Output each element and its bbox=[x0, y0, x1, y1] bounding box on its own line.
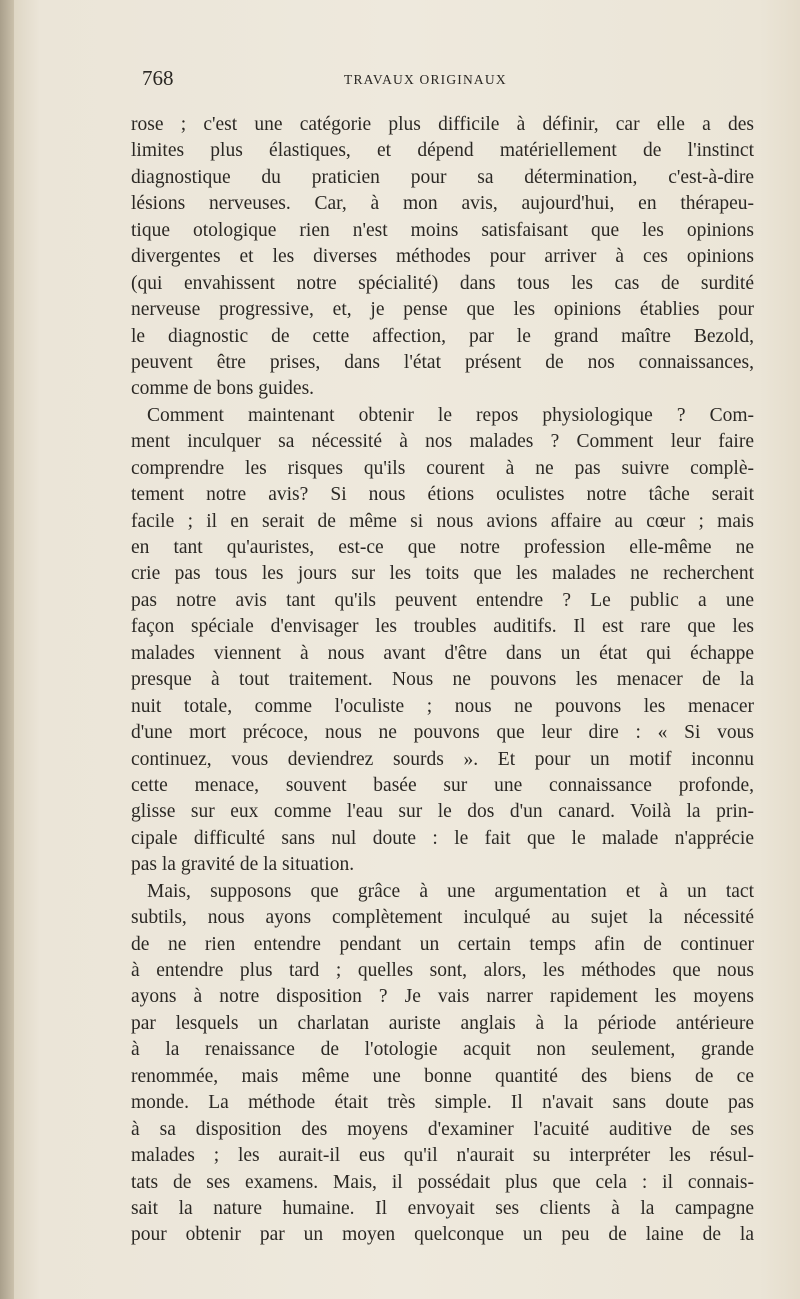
text-line: cipale difficulté sans nul doute : le fait que le malade n'apprécie bbox=[131, 827, 754, 849]
text-line: limites plus élastiques, et dépend matériellement de l'instinct bbox=[131, 140, 754, 162]
page-binding-edge bbox=[0, 0, 14, 1299]
text-line: en tant qu'auristes, est-ce que notre profession elle-même ne bbox=[131, 537, 754, 558]
text-line: à la renaissance de l'otologie acquit non seulement, grande bbox=[131, 1039, 754, 1061]
text-line: à sa disposition des moyens d'examiner l'acuité auditive de ses bbox=[131, 1118, 754, 1140]
text-line: peuvent être prises, dans l'état présent de nos connaissances, bbox=[131, 351, 754, 373]
text-line: le diagnostic de cette affection, par le grand maître Bezold, bbox=[131, 325, 754, 347]
text-line: comme de bons guides. bbox=[131, 378, 315, 400]
text-line: continuez, vous deviendrez sourds ». Et pour un motif inconnu bbox=[131, 748, 754, 770]
text-line: lésions nerveuses. Car, à mon avis, aujourd'hui, en thérapeu- bbox=[131, 193, 754, 215]
text-line: tique otologique rien n'est moins satisfaisant que les opinions bbox=[131, 219, 754, 241]
text-line: à entendre plus tard ; quelles sont, alors, les méthodes que nous bbox=[131, 960, 754, 981]
running-title: TRAVAUX ORIGINAUX bbox=[344, 72, 507, 87]
text-line: nerveuse progressive, et, je pense que les opinions établies pour bbox=[131, 299, 754, 321]
text-line: malades ; les aurait-il eus qu'il n'aurait su interpréter les résul- bbox=[131, 1145, 754, 1167]
page-header bbox=[132, 66, 754, 92]
body-text bbox=[131, 112, 754, 1249]
text-line: ayons à notre disposition ? Je vais narrer rapidement les moyens bbox=[131, 986, 754, 1008]
text-line: façon spéciale d'envisager les troubles auditifs. Il est rare que les bbox=[131, 616, 754, 638]
text-line: renommée, mais même une bonne quantité des biens de ce bbox=[131, 1065, 754, 1087]
text-line: presque à tout traitement. Nous ne pouvons les menacer de la bbox=[131, 669, 754, 691]
text-line: monde. La méthode était très simple. Il n'avait sans doute pas bbox=[131, 1092, 754, 1114]
text-line: facile ; il en serait de même si nous avions affaire au cœur ; mais bbox=[131, 510, 754, 532]
text-line: pas la gravité de la situation. bbox=[131, 854, 355, 876]
text-line: de ne rien entendre pendant un certain temps afin de continuer bbox=[131, 933, 754, 955]
text-line: pas notre avis tant qu'ils peuvent entendre ? Le public a une bbox=[131, 589, 754, 611]
text-line: Mais, supposons que grâce à une argumentation et à un tact bbox=[147, 880, 754, 902]
text-line: subtils, nous ayons complètement inculqué au sujet la nécessité bbox=[131, 907, 754, 929]
text-line: d'une mort précoce, nous ne pouvons que leur dire : « Si vous bbox=[131, 722, 754, 744]
text-line: tement notre avis? Si nous étions oculistes notre tâche serait bbox=[131, 484, 754, 506]
text-line: crie pas tous les jours sur les toits que les malades ne recherchent bbox=[131, 563, 754, 585]
text-line: tats de ses examens. Mais, il possédait plus que cela : il connais- bbox=[131, 1171, 754, 1193]
text-line: (qui envahissent notre spécialité) dans tous les cas de surdité bbox=[131, 272, 754, 294]
text-line: glisse sur eux comme l'eau sur le dos d'un canard. Voilà la prin- bbox=[131, 801, 754, 823]
text-line: divergentes et les diverses méthodes pour arriver à ces opinions bbox=[131, 246, 754, 268]
text-line: malades viennent à nous avant d'être dans un état qui échappe bbox=[131, 642, 754, 664]
text-line: par lesquels un charlatan auriste anglais à la période antérieure bbox=[131, 1012, 754, 1034]
text-line: nuit totale, comme l'oculiste ; nous ne pouvons les menacer bbox=[131, 695, 754, 717]
text-line: ment inculquer sa nécessité à nos malades ? Comment leur faire bbox=[131, 431, 754, 453]
text-line: Comment maintenant obtenir le repos physiologique ? Com- bbox=[147, 404, 754, 426]
text-line: comprendre les risques qu'ils courent à ne pas suivre complè- bbox=[131, 457, 754, 479]
text-line: cette menace, souvent basée sur une connaissance profonde, bbox=[131, 774, 754, 796]
page-number: 768 bbox=[142, 66, 174, 90]
text-line: diagnostique du praticien pour sa détermination, c'est-à-dire bbox=[131, 166, 754, 188]
text-line: pour obtenir par un moyen quelconque un peu de laine de la bbox=[131, 1224, 754, 1246]
text-line: sait la nature humaine. Il envoyait ses clients à la campagne bbox=[131, 1197, 754, 1219]
text-line: rose ; c'est une catégorie plus difficile à définir, car elle a des bbox=[131, 114, 754, 135]
